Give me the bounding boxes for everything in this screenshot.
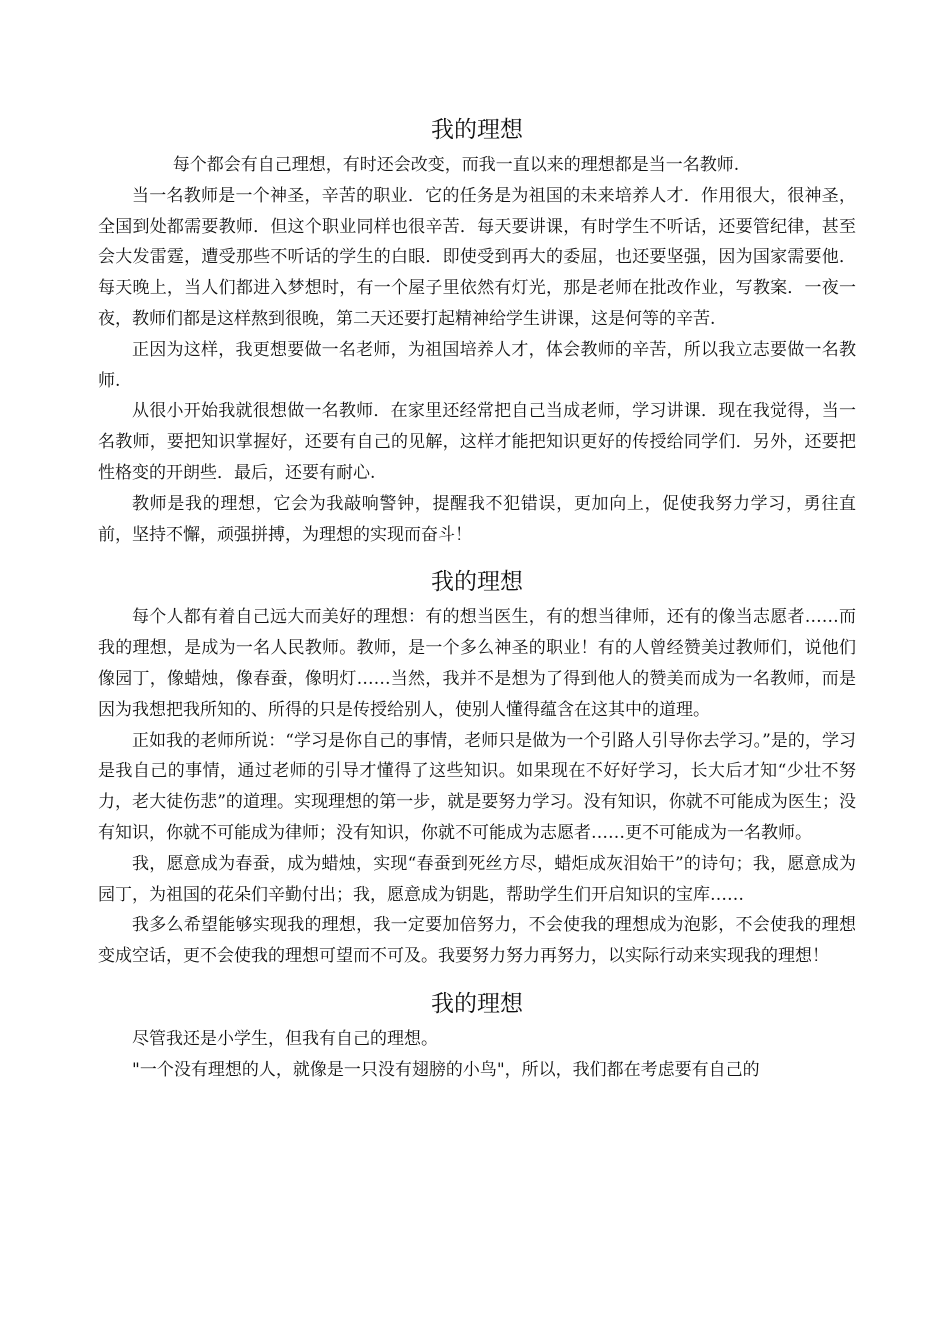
- essay-3: [98, 986, 856, 1086]
- paragraph: "一个没有理想的人，就像是一只没有翅膀的小鸟"，所以，我们都在考虑要有自己的: [132, 1059, 760, 1080]
- paragraph: 我多么希望能够实现我的理想，我一定要加倍努力，不会使我的理想成为泡影，不会使我的理想变成空话，更不会使我的理想可望而不可及。我要努力努力再努力，以实际行动来实现我的理想！: [98, 915, 856, 967]
- paragraph: 尽管我还是小学生，但我有自己的理想。: [132, 1028, 438, 1049]
- essay-title: 我的理想: [431, 117, 523, 143]
- essay-1: [98, 112, 856, 550]
- paragraph: 我，愿意成为春蚕，成为蜡烛，实现“春蚕到死丝方尽，蜡炬成灰泪始干”的诗句；我，愿意成为园丁，为祖国的花朵们辛勤付出；我，愿意成为钥匙，帮助学生们开启知识的宝库……: [98, 853, 856, 905]
- paragraph: 正如我的老师所说：“学习是你自己的事情，老师只是做为一个引路人引导你去学习。”是的，学习是我自己的事情，通过老师的引导才懂得了这些知识。如果现在不好好学习，长大后才知“少壮不努力，老大徒伤悲”的道理。实现理想的第一步，就是要努力学习。没有知识，你就不可能成为医生；没有知识，你就不可能成为律师；没有知识，你就不可能成为志愿者……更不可能成为一名教师。: [98, 730, 856, 843]
- essay-body: [98, 602, 856, 972]
- essay-title: 我的理想: [431, 569, 523, 596]
- essay-title: 我的理想: [431, 990, 523, 1017]
- essay-2: [98, 564, 856, 972]
- paragraph: 每个都会有自己理想，有时还会改变，而我一直以来的理想都是当一名教师.: [172, 155, 740, 175]
- document-page: [98, 112, 856, 1086]
- paragraph: 正因为这样，我更想要做一名老师，为祖国培养人才，体会教师的辛苦，所以我立志要做一名教师.: [98, 339, 856, 391]
- paragraph: 每个人都有着自己远大而美好的理想：有的想当医生，有的想当律师，还有的像当志愿者……而我的理想，是成为一名人民教师。教师，是一个多么神圣的职业！有的人曾经赞美过教师们，说他们像园丁，像蜡烛，像春蚕，像明灯……当然，我并不是想为了得到他人的赞美而成为一名教师，而是因为我想把我所知的、所得的只是传授给别人，使别人懂得蕴含在这其中的道理。: [98, 607, 856, 720]
- paragraph: 教师是我的理想，它会为我敲响警钟，提醒我不犯错误，更加向上，促使我努力学习，勇往直前，坚持不懈，顽强拼搏，为理想的实现而奋斗！: [98, 493, 856, 545]
- essay-body: [98, 150, 856, 550]
- paragraph: 从很小开始我就很想做一名教师．在家里还经常把自己当成老师，学习讲课．现在我觉得，当一名教师，要把知识掌握好，还要有自己的见解，这样才能把知识更好的传授给同学们．另外，还要把性格变的开朗些．最后，还要有耐心.: [98, 401, 856, 483]
- paragraph: 当一名教师是一个神圣，辛苦的职业．它的任务是为祖国的未来培养人才．作用很大，很神圣，全国到处都需要教师．但这个职业同样也很辛苦．每天要讲课，有时学生不听话，还要管纪律，甚至会大发雷霆，遭受那些不听话的学生的白眼．即使受到再大的委屈，也还要坚强，因为国家需要他．每天晚上，当人们都进入梦想时，有一个屋子里依然有灯光，那是老师在批改作业，写教案．一夜一夜，教师们都是这样熬到很晚，第二天还要打起精神给学生讲课，这是何等的辛苦.: [98, 185, 856, 329]
- essay-body: [98, 1024, 856, 1086]
